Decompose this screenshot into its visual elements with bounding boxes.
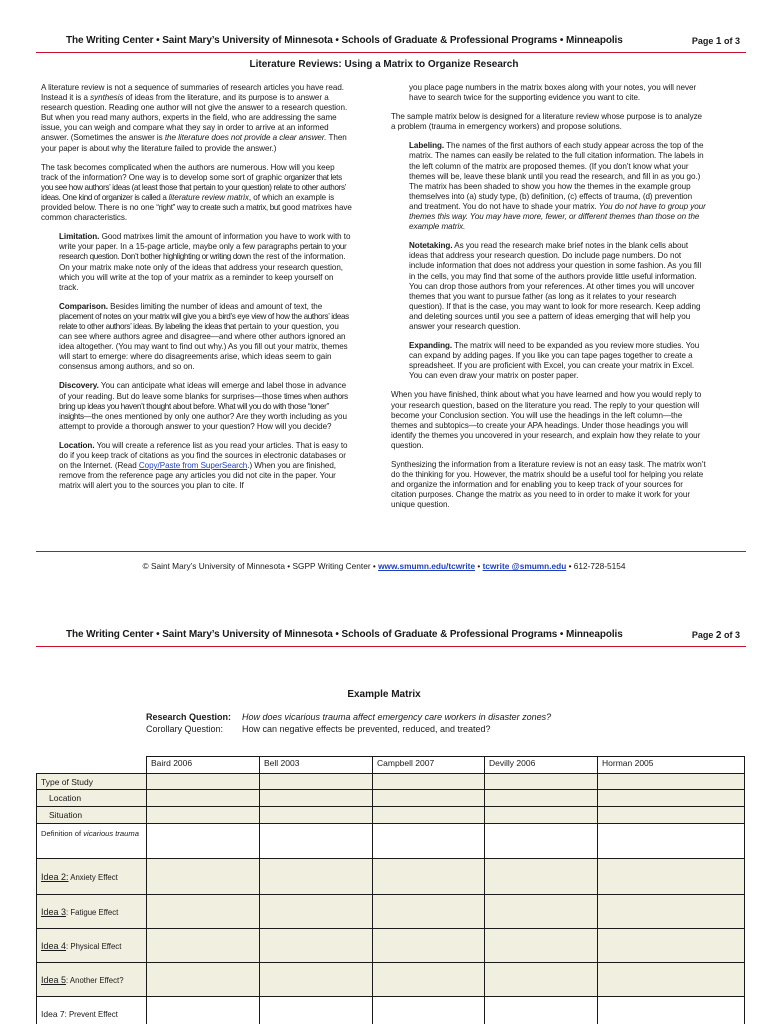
matrix-cell[interactable] (485, 790, 598, 807)
corner-cell (37, 757, 147, 774)
matrix-cell[interactable] (147, 774, 260, 790)
matrix-cell[interactable] (485, 824, 598, 859)
matrix-cell[interactable] (598, 963, 745, 997)
table-row (37, 807, 745, 824)
matrix-cell[interactable] (598, 929, 745, 963)
row-label-type-of-study: Type of Study (37, 774, 147, 790)
matrix-cell[interactable] (373, 807, 485, 824)
matrix-cell[interactable] (147, 790, 260, 807)
matrix-cell[interactable] (147, 895, 260, 929)
matrix-cell[interactable] (260, 895, 373, 929)
matrix-cell[interactable] (373, 859, 485, 895)
location-paragraph: Location. You will create a reference list as you read your articles. That is easy to do if you keep track of citations as you find the sources in electronic databases or on the Internet. (Read Copy/Paste from SuperSearch.) When you are finished, remove from the reference page any articles you did not cite in the paper. Your matrix will alert you to the sources you plan to cite. If (59, 440, 348, 491)
matrix-cell[interactable] (260, 807, 373, 824)
author-cell: Horman 2005 (598, 757, 745, 774)
matrix-cell[interactable] (373, 997, 485, 1024)
page-number-1: Page 1 of 3 (691, 36, 740, 47)
website-link[interactable]: www.smumn.edu/tcwrite (378, 561, 476, 571)
matrix-cell[interactable] (485, 929, 598, 963)
left-column (41, 83, 353, 500)
matrix-cell[interactable] (260, 859, 373, 895)
matrix-cell[interactable] (373, 895, 485, 929)
corollary-question: Corollary Question: How can negative effects be prevented, reduced, and treated? (146, 724, 491, 734)
row-label-idea-7: Idea 7: Prevent Effect (37, 997, 147, 1024)
example-matrix-table (36, 756, 745, 1024)
row-label-idea-2: Idea 2: Anxiety Effect (37, 859, 147, 895)
limitation-paragraph: Limitation. Good matrixes limit the amount of information you have to work with to write your paper. In a 15-page article, maybe only a few paragraphs pertain to your research question. Don’t bother highlighting or writing down the rest of the information. On your matrix make note only of the ideas that address your research question, which you will write at the top of your matrix as a reminder to keep yourself on track. (59, 232, 351, 292)
supersearch-link[interactable]: Copy/Paste from SuperSearch (138, 461, 248, 471)
notetaking-paragraph: Notetaking. As you read the research make brief notes in the blank cells about ideas that address your research question. Do include page numbers. Do not include information that does not address your question in some fashion. As you fill in the cells, you may find that some of the authors provide little useful information. You can drop those authors from your references. At other times you will uncover themes that you want to pursue father (as long as it relates to your research question). If that is the case, you may want to look for more research. Keep adding and deleting sources until you see a pattern of ideas emerging that will help you answer your research question. (409, 241, 702, 331)
email-link[interactable]: tcwrite @smumn.edu (482, 561, 567, 571)
author-cell: Campbell 2007 (373, 757, 485, 774)
table-row (37, 824, 745, 859)
row-label-idea-4: Idea 4: Physical Effect (37, 929, 147, 963)
matrix-cell[interactable] (260, 824, 373, 859)
author-cell: Devilly 2006 (485, 757, 598, 774)
footer-rule (36, 551, 746, 552)
example-matrix-title: Example Matrix (347, 689, 421, 700)
table-row (37, 997, 745, 1024)
row-label-situation: Situation (37, 807, 147, 824)
header-org-2: The Writing Center • Saint Mary’s University of Minnesota • Schools of Graduate & Professional Programs • Minneapolis (66, 629, 623, 640)
matrix-cell[interactable] (485, 774, 598, 790)
page-number-2: Page 2 of 3 (691, 630, 740, 641)
matrix-cell[interactable] (373, 774, 485, 790)
matrix-cell[interactable] (260, 929, 373, 963)
right-column (391, 83, 707, 519)
table-row (37, 963, 745, 997)
matrix-cell[interactable] (598, 859, 745, 895)
matrix-cell[interactable] (485, 963, 598, 997)
intro-paragraph: A literature review is not a sequence of summaries of research articles you have read. Instead it is a synthesis of ideas from the literature, and its purpose is to answer a research question. Reading one author will not give the answer to a research question. But when you read many authors, experts in the field, who are addressing the same issue, you can weigh and compare what they say in order to arrive at an informed answer. (Sometimes the answer is the literature does not provide a clear answer. Then your paper is about why the literature failed to provide the answer.) (41, 83, 348, 153)
synthesizing-paragraph: Synthesizing the information from a literature review is not an easy task. The matrix won’t do the thinking for you. However, the matrix should be a useful tool for helping you relate and organize the information and for enabling you to keep track of your sources for citation purposes. Change the matrix as you need to in order to make it work for your unique question. (391, 460, 706, 510)
matrix-cell[interactable] (598, 824, 745, 859)
table-row (37, 895, 745, 929)
matrix-cell[interactable] (147, 963, 260, 997)
table-row (37, 929, 745, 963)
page-footer: © Saint Mary’s University of Minnesota • SGPP Writing Center • www.smumn.edu/tcwrite • tcwrite @smumn.edu • 612-728-5154 (142, 561, 626, 571)
matrix-cell[interactable] (598, 807, 745, 824)
matrix-cell[interactable] (147, 859, 260, 895)
comparison-paragraph: Comparison. Besides limiting the number of ideas and amount of text, the placement of notes on your matrix will give you a bird’s eye view of how the authors’ ideas relate to other authors’ ideas. By labeling the ideas that pertain to your question, you can see where authors agree and disagree—and where other authors ignored an idea altogether. (You may want to find out why.) As you fill out your matrix, themes will start to emerge: where do disagreements arise, which ideas seem to gain consensus among authors, and so on. (59, 301, 349, 372)
matrix-cell[interactable] (260, 997, 373, 1024)
sample-matrix-paragraph: The sample matrix below is designed for a literature review whose purpose is to analyze a problem (trauma in emergency workers) and propose solutions. (391, 112, 703, 132)
matrix-cell[interactable] (147, 824, 260, 859)
table-row (37, 859, 745, 895)
header-org: The Writing Center • Saint Mary’s University of Minnesota • Schools of Graduate & Professional Programs • Minneapolis (66, 35, 623, 46)
page-header-1 (36, 31, 746, 53)
table-row (37, 790, 745, 807)
matrix-cell[interactable] (373, 790, 485, 807)
matrix-cell[interactable] (485, 859, 598, 895)
expanding-paragraph: Expanding. The matrix will need to be expanded as you review more studies. You can expand by adding pages. If you like you can tape pages together to create a spreadsheet. If you are proficient with Excel, you can create your matrix in Excel. You can even draw your matrix on poster paper. (409, 341, 700, 381)
matrix-cell[interactable] (373, 824, 485, 859)
continued-paragraph: you place page numbers in the matrix boxes along with your notes, you will never have to search twice for the supporting evidence you want to cite. (409, 83, 697, 103)
page-header-2 (36, 625, 746, 647)
matrix-cell[interactable] (485, 997, 598, 1024)
table-row (37, 774, 745, 790)
matrix-cell[interactable] (147, 997, 260, 1024)
matrix-cell[interactable] (260, 774, 373, 790)
finished-paragraph: When you have finished, think about what you have learned and how you would reply to your research question, based on the literature you read. The reply to your question will become your Conclusion section. You will use the headings in the left column—the themes and subtopics—to create your APA headings. Under those headings you will identify the themes you uncovered in your research, and explain how they relate to your question. (391, 390, 702, 450)
matrix-cell[interactable] (485, 895, 598, 929)
matrix-cell[interactable] (598, 774, 745, 790)
matrix-cell[interactable] (147, 807, 260, 824)
author-cell: Bell 2003 (260, 757, 373, 774)
matrix-cell[interactable] (260, 790, 373, 807)
matrix-cell[interactable] (373, 963, 485, 997)
labeling-paragraph: Labeling. The names of the first authors of each study appear across the top of the matrix. The names can easily be related to the full citation information. The labels in the left column of the matrix are proposed themes. (If you don’t know what your themes will be, leave these blank until you read the research, and fill in as you go.) The matrix has been shaded to show you how the themes in the example group themselves into (a) study type, (b) definition, (c) effects of trauma, (d) prevention and treatment. You do not have to shade your matrix. You do not have to group your themes this way. You may have more, fewer, or different themes than those on the example matrix. (409, 141, 706, 232)
matrix-cell[interactable] (373, 929, 485, 963)
matrix-cell[interactable] (485, 807, 598, 824)
table-header-row (37, 757, 745, 774)
discovery-paragraph: Discovery. You can anticipate what ideas will emerge and label those in advance of your reading. But do leave some blanks for surprises—those times when authors bring up ideas you haven’t thought about before. What will you do with those “loner” insights—the ones mentioned by only one author? Are they worth including as you attempt to provide a thorough answer to your question? How will you decide? (59, 381, 348, 431)
row-label-idea-5: Idea 5: Another Effect? (37, 963, 147, 997)
author-cell: Baird 2006 (147, 757, 260, 774)
matrix-cell[interactable] (598, 790, 745, 807)
row-label-idea-3: Idea 3: Fatigue Effect (37, 895, 147, 929)
matrix-cell[interactable] (598, 997, 745, 1024)
row-label-definition: Definition of vicarious trauma (37, 824, 147, 859)
task-paragraph: The task becomes complicated when the authors are numerous. How will you keep track of the information? One way is to develop some sort of graphic organizer that lets you see how authors’ ideas (at least those that pertain to your question) relate to other authors’ ideas. One kind of organizer is called a literature review matrix, of which an example is provided below. There is no one “right” way to create such a matrix, but good matrixes have common characteristics. (41, 162, 352, 223)
matrix-cell[interactable] (598, 895, 745, 929)
matrix-cell[interactable] (260, 963, 373, 997)
page-title: Literature Reviews: Using a Matrix to Organize Research (249, 59, 519, 70)
row-label-location: Location (37, 790, 147, 807)
matrix-cell[interactable] (147, 929, 260, 963)
research-question: Research Question: How does vicarious trauma affect emergency care workers in disaster zones? (146, 712, 552, 722)
